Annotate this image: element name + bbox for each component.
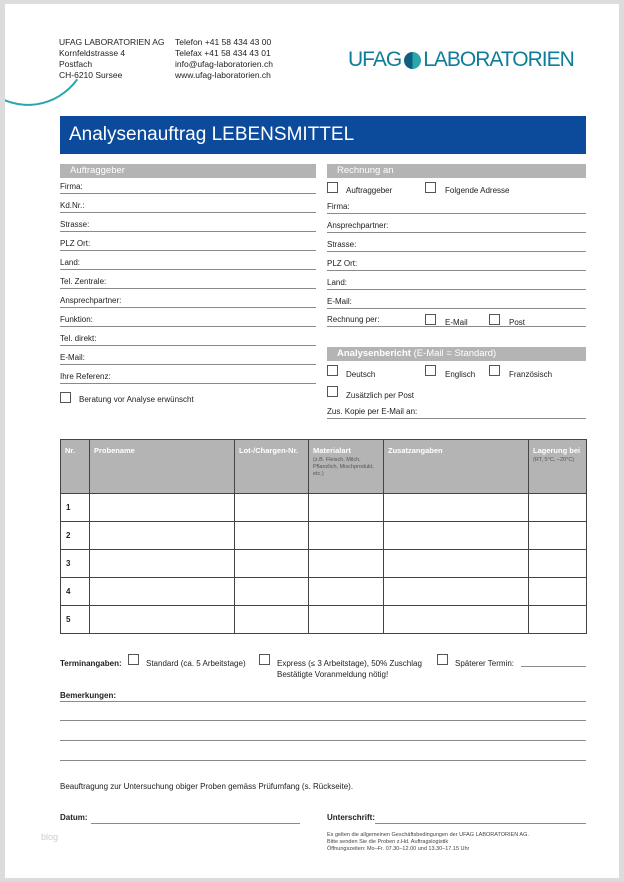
field-label: Ansprechpartner: bbox=[60, 296, 122, 305]
watermark-text: blog bbox=[41, 832, 59, 842]
col-header-label: Materialart bbox=[313, 446, 351, 455]
termin-spaeter-checkbox[interactable] bbox=[437, 654, 448, 665]
table-cell[interactable] bbox=[529, 550, 587, 578]
rechnung-field[interactable] bbox=[327, 295, 586, 309]
fax-line: Telefax +41 58 434 43 01 bbox=[175, 48, 271, 58]
auftraggeber-field[interactable] bbox=[60, 294, 316, 308]
field-label: Tel. direkt: bbox=[60, 334, 97, 343]
table-cell[interactable] bbox=[90, 522, 235, 550]
address-line: Postfach bbox=[59, 59, 93, 69]
address-line: Kornfeldstrasse 4 bbox=[59, 48, 126, 58]
bemerkungen-label: Bemerkungen: bbox=[60, 691, 117, 700]
table-cell[interactable] bbox=[384, 522, 529, 550]
section-header-auftraggeber: Auftraggeber bbox=[60, 164, 316, 178]
table-cell[interactable] bbox=[90, 550, 235, 578]
rechnung-adresse-label: Folgende Adresse bbox=[445, 186, 510, 195]
table-cell[interactable] bbox=[90, 578, 235, 606]
lang-franzoesisch-label: Französisch bbox=[509, 370, 553, 379]
bemerkungen-line[interactable] bbox=[60, 701, 586, 702]
field-label: Kd.Nr.: bbox=[60, 201, 85, 210]
field-label: PLZ Ort: bbox=[60, 239, 91, 248]
field-label: Firma: bbox=[327, 202, 350, 211]
table-cell[interactable] bbox=[309, 522, 384, 550]
address-line: UFAG LABORATORIEN AG bbox=[59, 37, 165, 47]
table-cell[interactable] bbox=[309, 606, 384, 634]
table-row bbox=[61, 550, 587, 578]
table-cell[interactable] bbox=[529, 606, 587, 634]
auftraggeber-field[interactable] bbox=[60, 351, 316, 365]
datum-field[interactable] bbox=[91, 823, 300, 824]
table-cell[interactable] bbox=[309, 494, 384, 522]
table-header-row bbox=[61, 440, 587, 494]
field-label: E-Mail: bbox=[327, 297, 352, 306]
samples-table bbox=[60, 439, 587, 634]
section-header-rechnung: Rechnung an bbox=[327, 164, 586, 178]
phone-line: Telefon +41 58 434 43 00 bbox=[175, 37, 272, 47]
lang-deutsch-checkbox[interactable] bbox=[327, 365, 338, 376]
auftraggeber-field[interactable] bbox=[60, 199, 316, 213]
order-form-page bbox=[5, 4, 619, 878]
unterschrift-field[interactable] bbox=[375, 823, 586, 824]
auftraggeber-field[interactable] bbox=[60, 275, 316, 289]
section-header-analysenbericht bbox=[327, 347, 586, 361]
table-cell[interactable] bbox=[529, 522, 587, 550]
col-header-label: Nr. bbox=[65, 446, 76, 455]
table-cell[interactable] bbox=[309, 550, 384, 578]
termin-express-label: Express (≤ 3 Arbeitstage), 50% Zuschlag bbox=[277, 659, 422, 668]
row-number: 5 bbox=[61, 606, 90, 634]
lang-englisch-label: Englisch bbox=[445, 370, 476, 379]
datum-label: Datum: bbox=[60, 813, 88, 822]
kopie-email-label: Zus. Kopie per E-Mail an: bbox=[327, 407, 418, 416]
termin-spaeter-label: Späterer Termin: bbox=[455, 659, 514, 668]
table-cell[interactable] bbox=[384, 606, 529, 634]
footer-note bbox=[327, 832, 529, 853]
table-row bbox=[61, 578, 587, 606]
unterschrift-label: Unterschrift: bbox=[327, 813, 376, 822]
address-line: CH-6210 Sursee bbox=[59, 70, 123, 80]
table-cell[interactable] bbox=[384, 578, 529, 606]
field-label: PLZ Ort: bbox=[327, 259, 358, 268]
lang-franzoesisch-checkbox[interactable] bbox=[489, 365, 500, 376]
table-cell[interactable] bbox=[384, 550, 529, 578]
col-header-materialart bbox=[309, 440, 384, 494]
col-header-label: Lagerung bei bbox=[533, 446, 581, 455]
field-label: Ansprechpartner: bbox=[327, 221, 389, 230]
table-row bbox=[61, 494, 587, 522]
company-logo bbox=[348, 48, 574, 72]
rechnung-field[interactable] bbox=[327, 219, 586, 233]
field-label: Strasse: bbox=[60, 220, 90, 229]
footer-line: Bitte senden Sie die Proben z.Hd. Auftragslogistik bbox=[327, 839, 449, 845]
col-header-label: Probename bbox=[94, 446, 135, 455]
bemerkungen-line[interactable] bbox=[60, 720, 586, 721]
table-cell[interactable] bbox=[235, 578, 309, 606]
sample-rows bbox=[61, 494, 587, 634]
field-label: Tel. Zentrale: bbox=[60, 277, 107, 286]
rechnung-email-label: E-Mail bbox=[445, 318, 468, 327]
col-header-probename bbox=[90, 440, 235, 494]
table-cell[interactable] bbox=[90, 606, 235, 634]
rechnung-auftraggeber-checkbox[interactable] bbox=[327, 182, 338, 193]
col-header-lot bbox=[235, 440, 309, 494]
col-header-zusatzangaben bbox=[384, 440, 529, 494]
field-label: E-Mail: bbox=[60, 353, 85, 362]
field-label: Funktion: bbox=[60, 315, 93, 324]
bemerkungen-line[interactable] bbox=[60, 760, 586, 761]
termin-express-checkbox[interactable] bbox=[259, 654, 270, 665]
col-header-note: (z.B. Fleisch, Milch, Pflanzlich, Mischprodukt, etc.) bbox=[313, 457, 374, 477]
termin-spaeter-field[interactable] bbox=[521, 666, 586, 667]
table-cell[interactable] bbox=[384, 494, 529, 522]
logo-text-left: UFAG bbox=[348, 48, 402, 71]
zusaetzlich-post-label: Zusätzlich per Post bbox=[346, 391, 415, 400]
col-header-nr bbox=[61, 440, 90, 494]
rechnung-auftraggeber-label: Auftraggeber bbox=[346, 186, 393, 195]
field-label: Land: bbox=[327, 278, 348, 287]
logo-dot-icon bbox=[404, 52, 421, 69]
col-header-label: Lot-/Chargen-Nr. bbox=[239, 446, 299, 455]
beratung-label: Beratung vor Analyse erwünscht bbox=[79, 395, 194, 404]
rechnung-post-checkbox[interactable] bbox=[489, 314, 500, 325]
table-cell[interactable] bbox=[235, 494, 309, 522]
beratung-checkbox[interactable] bbox=[60, 392, 71, 403]
table-cell[interactable] bbox=[529, 494, 587, 522]
row-number: 4 bbox=[61, 578, 90, 606]
auftraggeber-field[interactable] bbox=[60, 237, 316, 251]
table-cell[interactable] bbox=[529, 578, 587, 606]
col-header-lagerung bbox=[529, 440, 587, 494]
rechnung-field[interactable] bbox=[327, 238, 586, 252]
auftraggeber-field[interactable] bbox=[60, 332, 316, 346]
field-label: Strasse: bbox=[327, 240, 357, 249]
company-contact bbox=[175, 37, 273, 81]
footer-line: Es gelten die allgemeinen Geschäftsbedingungen der UFAG LABORATORIEN AG. bbox=[327, 832, 529, 838]
field-label: Firma: bbox=[60, 182, 83, 191]
form-title: Analysenauftrag LEBENSMITTEL bbox=[60, 116, 586, 154]
lang-englisch-checkbox[interactable] bbox=[425, 365, 436, 376]
table-cell[interactable] bbox=[90, 494, 235, 522]
table-cell[interactable] bbox=[235, 550, 309, 578]
table-row bbox=[61, 606, 587, 634]
termin-label: Terminangaben: bbox=[60, 659, 122, 668]
footer-line: Öffnungszeiten: Mo–Fr. 07.30–12.00 und 13.30–17.15 Uhr bbox=[327, 846, 470, 852]
row-number: 2 bbox=[61, 522, 90, 550]
rechnung-field[interactable] bbox=[327, 276, 586, 290]
row-number: 3 bbox=[61, 550, 90, 578]
rechnung-per-label: Rechnung per: bbox=[327, 315, 380, 324]
field-label: Ihre Referenz: bbox=[60, 372, 111, 381]
beauftragung-text: Beauftragung zur Untersuchung obiger Proben gemäss Prüfumfang (s. Rückseite). bbox=[60, 782, 354, 791]
table-cell[interactable] bbox=[309, 578, 384, 606]
col-header-label: Zusatzangaben bbox=[388, 446, 443, 455]
zusaetzlich-post-checkbox[interactable] bbox=[327, 386, 338, 397]
table-row bbox=[61, 522, 587, 550]
website-link[interactable]: www.ufag-laboratorien.ch bbox=[175, 70, 271, 80]
col-header-note: (RT, 5°C, −20°C) bbox=[533, 457, 575, 463]
rechnung-field[interactable] bbox=[327, 257, 586, 271]
rechnung-field[interactable] bbox=[327, 200, 586, 214]
logo-text-right: LABORATORIEN bbox=[423, 48, 574, 71]
auftraggeber-field[interactable] bbox=[60, 218, 316, 232]
table-cell[interactable] bbox=[235, 606, 309, 634]
auftraggeber-field[interactable] bbox=[60, 313, 316, 327]
bemerkungen-line[interactable] bbox=[60, 740, 586, 741]
auftraggeber-field[interactable] bbox=[60, 370, 316, 384]
email-link[interactable]: info@ufag-laboratorien.ch bbox=[175, 59, 273, 69]
analysenbericht-note: (E-Mail = Standard) bbox=[413, 348, 497, 359]
table-cell[interactable] bbox=[235, 522, 309, 550]
lang-deutsch-label: Deutsch bbox=[346, 370, 376, 379]
auftraggeber-field[interactable] bbox=[60, 180, 316, 194]
rechnung-email-checkbox[interactable] bbox=[425, 314, 436, 325]
rechnung-adresse-checkbox[interactable] bbox=[425, 182, 436, 193]
termin-standard-checkbox[interactable] bbox=[128, 654, 139, 665]
kopie-email-field[interactable] bbox=[327, 405, 586, 419]
row-number: 1 bbox=[61, 494, 90, 522]
analysenbericht-title: Analysenbericht bbox=[337, 348, 411, 359]
auftraggeber-field[interactable] bbox=[60, 256, 316, 270]
field-label: Land: bbox=[60, 258, 81, 267]
termin-express-note: Bestätigte Voranmeldung nötig! bbox=[277, 670, 389, 679]
rechnung-post-label: Post bbox=[509, 318, 526, 327]
company-address bbox=[59, 37, 165, 81]
termin-standard-label: Standard (ca. 5 Arbeitstage) bbox=[146, 659, 246, 668]
